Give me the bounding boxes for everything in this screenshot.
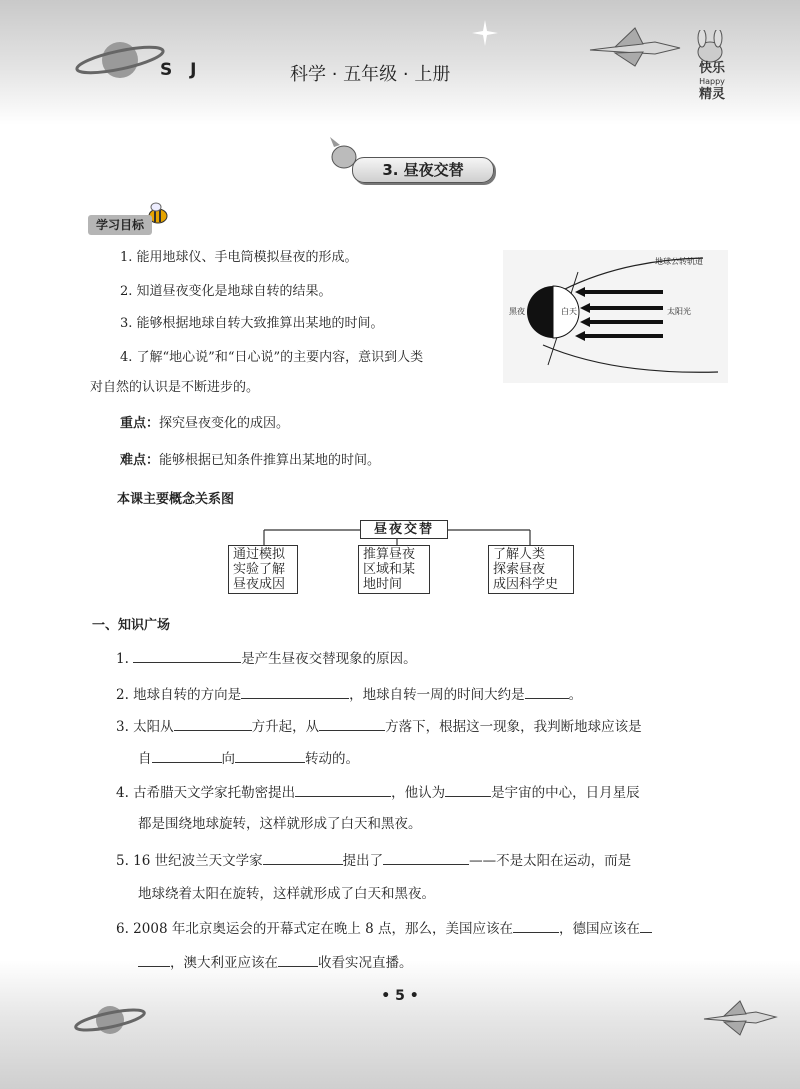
- brand-main: 快乐: [698, 61, 725, 76]
- concept-child-1-line: 昼夜成因: [233, 577, 286, 592]
- q3-text: 向: [221, 751, 235, 767]
- concept-child-2-line: 区域和某: [363, 562, 416, 577]
- lesson-title: 3. 昼夜交替: [352, 157, 494, 183]
- answer-blank[interactable]: [138, 952, 170, 967]
- concept-child-3-line: 探索昼夜: [493, 562, 546, 577]
- space-shuttle-icon: [585, 20, 685, 70]
- concept-child-2-line: 推算昼夜: [363, 547, 416, 562]
- question-6-cont: [138, 952, 413, 973]
- q5-text: ——不是太阳在运动，而是: [469, 853, 632, 869]
- question-5: [116, 850, 631, 871]
- q4-text: ，他认为: [391, 785, 446, 801]
- series-code: S J: [160, 60, 203, 80]
- answer-blank[interactable]: [235, 748, 305, 763]
- goal-item-1: 1. 能用地球仪、手电筒模拟昼夜的形成。: [120, 250, 358, 265]
- goal-item-4: 4. 了解“地心说”和“日心说”的主要内容，意识到人类: [120, 350, 424, 365]
- answer-blank[interactable]: [295, 782, 391, 797]
- concept-child-2-line: 地时间: [363, 577, 403, 592]
- brand-en: Happy: [699, 77, 725, 86]
- concept-root: 昼夜交替: [360, 520, 448, 539]
- question-4-cont: 都是围绕地球旋转，这样就形成了白天和黑夜。: [138, 816, 422, 832]
- q3-text: 自: [138, 751, 152, 767]
- page-number: • 5 •: [381, 988, 419, 1004]
- focus-line: [120, 414, 289, 434]
- focus-label: 重点：: [120, 416, 160, 431]
- sunlight-label: 太阳光: [667, 307, 691, 316]
- difficulty-label: 难点：: [120, 453, 160, 468]
- rabbit-mascot-icon: [690, 30, 730, 64]
- concept-child-3: [488, 545, 574, 594]
- q3-text: 转动的。: [305, 751, 359, 767]
- q3-text: 方落下，根据这一现象，我判断地球应该是: [385, 719, 642, 735]
- concept-child-3-line: 了解人类: [493, 547, 546, 562]
- answer-blank[interactable]: [383, 850, 469, 865]
- answer-blank[interactable]: [278, 952, 318, 967]
- answer-blank[interactable]: [152, 748, 222, 763]
- difficulty-line: [120, 451, 380, 471]
- concept-child-3-line: 成因科学史: [493, 577, 559, 592]
- planet-icon: [70, 995, 150, 1045]
- day-label: 白天: [561, 307, 577, 316]
- difficulty-text: 能够根据已知条件推算出某地的时间。: [159, 453, 381, 468]
- q3-text: 3. 太阳从: [116, 719, 174, 735]
- question-1: [116, 648, 417, 669]
- question-5-cont: 地球绕着太阳在旋转，这样就形成了白天和黑夜。: [138, 886, 435, 902]
- night-label: 黑夜: [509, 307, 525, 316]
- answer-blank[interactable]: [640, 918, 652, 933]
- learning-goals-tag: 学习目标: [88, 215, 152, 235]
- section-title: 一、知识广场: [92, 618, 171, 633]
- q4-text: 是宇宙的中心，日月星辰: [491, 785, 640, 801]
- goal-item-3: 3. 能够根据地球自转大致推算出某地的时间。: [120, 316, 384, 331]
- orbit-label: 地球公转轨道: [655, 257, 703, 266]
- q6-text: 收看实况直播。: [318, 955, 413, 971]
- concept-map-title: 本课主要概念关系图: [117, 492, 235, 507]
- answer-blank[interactable]: [319, 716, 385, 731]
- q6-text: ，澳大利亚应该在: [170, 955, 278, 971]
- q4-text: 4. 古希腊天文学家托勒密提出: [116, 785, 296, 801]
- goal-item-2: 2. 知道昼夜变化是地球自转的结果。: [120, 284, 332, 299]
- answer-blank[interactable]: [513, 918, 559, 933]
- q2-text: 2. 地球自转的方向是: [116, 687, 242, 703]
- answer-blank[interactable]: [263, 850, 343, 865]
- q5-text: 5. 16 世纪波兰天文学家: [116, 853, 263, 869]
- question-3: [116, 716, 642, 737]
- concept-child-1-line: 通过模拟: [233, 547, 286, 562]
- answer-blank[interactable]: [241, 684, 349, 699]
- star-icon: [470, 18, 500, 48]
- q1-text: 1.: [116, 651, 129, 667]
- q2-text: ，地球自转一周的时间大约是: [349, 687, 525, 703]
- brand-sub: 精灵: [698, 87, 725, 102]
- book-title: 科学 · 五年级 · 上册: [290, 64, 451, 85]
- question-3-cont: [138, 748, 359, 769]
- answer-blank[interactable]: [133, 648, 241, 663]
- brand-logo: [672, 62, 752, 101]
- q5-text: 提出了: [342, 853, 384, 869]
- answer-blank[interactable]: [525, 684, 569, 699]
- planet-icon: [70, 30, 170, 90]
- question-6: [116, 918, 652, 939]
- q6-text: 6. 2008 年北京奥运会的开幕式定在晚上 8 点，那么，美国应该在: [116, 921, 513, 937]
- day-night-diagram: [503, 250, 728, 383]
- earth-sunlight-figure: [503, 250, 728, 383]
- answer-blank[interactable]: [174, 716, 252, 731]
- question-4: [116, 782, 640, 803]
- concept-child-1-line: 实验了解: [233, 562, 286, 577]
- q3-text: 方升起，从: [251, 719, 320, 735]
- q2-text: 。: [568, 687, 583, 703]
- question-2: [116, 684, 582, 705]
- goal-item-4-cont: 对自然的认识是不断进步的。: [90, 380, 260, 395]
- concept-child-2: [358, 545, 430, 594]
- q1-text: 是产生昼夜交替现象的原因。: [241, 651, 417, 667]
- concept-child-1: [228, 545, 298, 594]
- focus-text: 探究昼夜变化的成因。: [159, 416, 290, 431]
- space-shuttle-icon: [700, 995, 780, 1039]
- q6-text: ，德国应该在: [559, 921, 640, 937]
- answer-blank[interactable]: [445, 782, 491, 797]
